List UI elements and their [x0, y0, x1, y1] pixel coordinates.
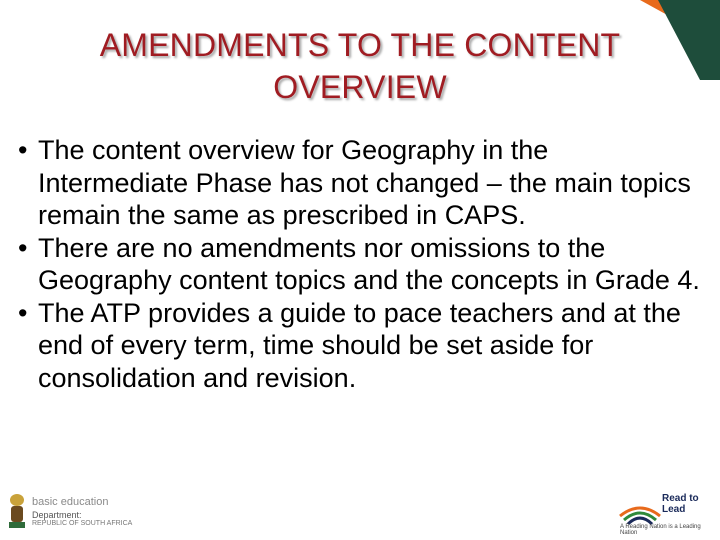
basic-education-logo — [6, 490, 166, 538]
slide-title — [40, 24, 680, 108]
logo-line-2: Department: — [32, 510, 82, 520]
bullet-text: The content overview for Geography in the Intermediate Phase has not changed – the main topics remain the same as prescribed in CAPS. — [38, 135, 691, 230]
bullet-marker: • — [18, 297, 28, 328]
logo-line-3: REPUBLIC OF SOUTH AFRICA — [32, 520, 133, 527]
bullet-marker: • — [18, 232, 28, 263]
bullet-text: The ATP provides a guide to pace teachers and at the end of every term, time should be set aside for consolidation and revision. — [38, 297, 681, 393]
title-line-1: AMENDMENTS TO THE CONTENT — [99, 27, 621, 63]
read-to-lead-tagline: A Reading Nation is a Leading Nation — [620, 524, 701, 536]
bullet-marker: • — [18, 135, 28, 165]
bullet-list — [12, 134, 702, 394]
logo-line-1: basic education — [32, 496, 109, 508]
read-to-lead-icon — [616, 494, 664, 526]
coat-of-arms-icon — [6, 492, 28, 532]
bullet-item — [12, 134, 702, 232]
bullet-item — [12, 232, 702, 297]
bullet-item — [12, 297, 702, 395]
bullet-text: There are no amendments nor omissions to the Geography content topics and the concepts in Grade 4. — [38, 232, 700, 295]
title-line-2: OVERVIEW — [273, 69, 447, 105]
read-to-lead-title: Read to Lead — [662, 493, 699, 515]
read-to-lead-logo — [612, 492, 716, 538]
